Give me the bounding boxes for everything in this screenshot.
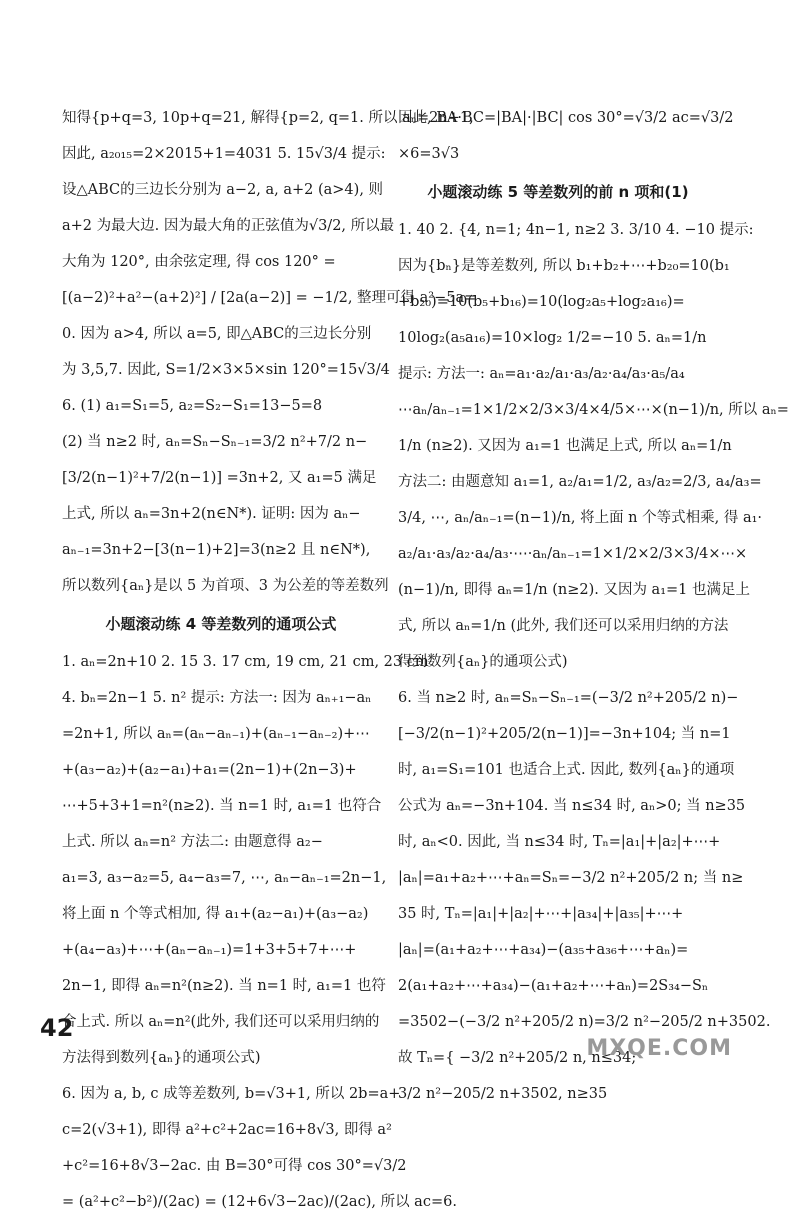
text-line: 35 时, Tₙ=|a₁|+|a₂|+⋯+|a₃₄|+|a₃₅|+⋯+ <box>398 906 684 922</box>
text-line: [(a−2)²+a²−(a+2)²] / [2a(a−2)] = −1/2, 整理可得 a²−5a= <box>62 290 477 306</box>
text-line: 上式. 所以 aₙ=n² 方法二: 由题意得 a₂− <box>62 834 323 850</box>
text-line: |aₙ|=(a₁+a₂+⋯+a₃₄)−(a₃₅+a₃₆+⋯+aₙ)= <box>398 942 689 958</box>
text-line: 0. 因为 a>4, 所以 a=5, 即△ABC的三边长分别 <box>62 326 372 342</box>
text-line: 2n−1, 即得 aₙ=n²(n≥2). 当 n=1 时, a₁=1 也符 <box>62 978 386 994</box>
text-line: 所以数列{aₙ}是以 5 为首项、3 为公差的等差数列 <box>62 578 389 594</box>
text-line: 因此, BA·BC=|BA|·|BC| cos 30°=√3/2 ac=√3/2 <box>398 110 734 126</box>
text-line: 时, aₙ<0. 因此, 当 n≤34 时, Tₙ=|a₁|+|a₂|+⋯+ <box>398 834 721 850</box>
text-line: c=2(√3+1), 即得 a²+c²+2ac=16+8√3, 即得 a² <box>62 1122 392 1138</box>
text-line: +b₂₀)=10(b₅+b₁₆)=10(log₂a₅+log₂a₁₆)= <box>398 294 685 310</box>
text-line: 1. aₙ=2n+10 2. 15 3. 17 cm, 19 cm, 21 cm, 23 cm <box>62 654 429 670</box>
text-line: aₙ₋₁=3n+2−[3(n−1)+2]=3(n≥2 且 n∈N*), <box>62 542 371 558</box>
text-line: 为 3,5,7. 因此, S=1/2×3×5×sin 120°=15√3/4 <box>62 362 390 378</box>
text-line: 3/4, ⋯, aₙ/aₙ₋₁=(n−1)/n, 将上面 n 个等式相乘, 得 a₁· <box>398 510 763 526</box>
text-line: 1. 40 2. {4, n=1; 4n−1, n≥2 3. 3/10 4. −10 提示: <box>398 222 754 238</box>
text-line: +(a₃−a₂)+(a₂−a₁)+a₁=(2n−1)+(2n−3)+ <box>62 762 357 778</box>
text-line: a₂/a₁·a₃/a₂·a₄/a₃·⋯·aₙ/aₙ₋₁=1×1/2×2/3×3/4×⋯× <box>398 546 748 562</box>
text-line: [−3/2(n−1)²+205/2(n−1)]=−3n+104; 当 n=1 <box>398 726 731 742</box>
text-line: 3/2 n²−205/2 n+3502, n≥35 <box>398 1086 608 1102</box>
text-line: 故 Tₙ={ −3/2 n²+205/2 n, n≤34; <box>398 1050 637 1066</box>
text-line: ⋯aₙ/aₙ₋₁=1×1/2×2/3×3/4×4/5×⋯×(n−1)/n, 所以 aₙ= <box>398 402 789 418</box>
text-line: 6. (1) a₁=S₁=5, a₂=S₂−S₁=13−5=8 <box>62 398 323 414</box>
text-line: 1/n (n≥2). 又因为 a₁=1 也满足上式, 所以 aₙ=1/n <box>398 438 732 454</box>
text-line: +c²=16+8√3−2ac. 由 B=30°可得 cos 30°=√3/2 <box>62 1158 407 1174</box>
text-line: 6. 因为 a, b, c 成等差数列, b=√3+1, 所以 2b=a+ <box>62 1086 401 1102</box>
text-line: 式, 所以 aₙ=1/n (此外, 我们还可以采用归纳的方法 <box>398 618 729 634</box>
text-line: 大角为 120°, 由余弦定理, 得 cos 120° = <box>62 254 336 270</box>
watermark: MXQE.COM <box>586 1036 732 1061</box>
section-heading: 小题滚动练 4 等差数列的通项公式 <box>105 615 337 633</box>
text-line: =2n+1, 所以 aₙ=(aₙ−aₙ₋₁)+(aₙ₋₁−aₙ₋₂)+⋯ <box>62 726 370 742</box>
text-line: (n−1)/n, 即得 aₙ=1/n (n≥2). 又因为 a₁=1 也满足上 <box>398 582 750 598</box>
text-line: 将上面 n 个等式相加, 得 a₁+(a₂−a₁)+(a₃−a₂) <box>62 906 369 922</box>
text-line: 公式为 aₙ=−3n+104. 当 n≤34 时, aₙ>0; 当 n≥35 <box>398 798 746 814</box>
text-line: 2(a₁+a₂+⋯+a₃₄)−(a₁+a₂+⋯+aₙ)=2S₃₄−Sₙ <box>398 978 709 994</box>
text-line: 10log₂(a₅a₁₆)=10×log₂ 1/2=−10 5. aₙ=1/n <box>398 330 707 346</box>
text-line: 因为{bₙ}是等差数列, 所以 b₁+b₂+⋯+b₂₀=10(b₁ <box>398 258 730 274</box>
page-number: 42 <box>40 1014 74 1042</box>
text-line: 方法得到数列{aₙ}的通项公式) <box>62 1050 261 1066</box>
text-line: 合上式. 所以 aₙ=n²(此外, 我们还可以采用归纳的 <box>62 1014 380 1030</box>
text-line: |aₙ|=a₁+a₂+⋯+aₙ=Sₙ=−3/2 n²+205/2 n; 当 n≥ <box>398 870 744 886</box>
text-line: 时, a₁=S₁=101 也适合上式. 因此, 数列{aₙ}的通项 <box>398 762 735 778</box>
text-line: =3502−(−3/2 n²+205/2 n)=3/2 n²−205/2 n+3502. <box>398 1014 771 1030</box>
text-line: = (a²+c²−b²)/(2ac) = (12+6√3−2ac)/(2ac), 所以 ac=6. <box>62 1194 457 1210</box>
text-line: 提示: 方法一: aₙ=a₁·a₂/a₁·a₃/a₂·a₄/a₃·a₅/a₄ <box>398 366 685 382</box>
text-line: 因此, a₂₀₁₅=2×2015+1=4031 5. 15√3/4 提示: <box>62 146 386 162</box>
text-line: 方法二: 由题意知 a₁=1, a₂/a₁=1/2, a₃/a₂=2/3, a₄/a₃= <box>398 474 762 490</box>
section-heading: 小题滚动练 5 等差数列的前 n 项和(1) <box>427 183 689 201</box>
text-line: 设△ABC的三边长分别为 a−2, a, a+2 (a>4), 则 <box>62 182 384 198</box>
text-line: ×6=3√3 <box>398 146 460 162</box>
text-line: a₁=3, a₃−a₂=5, a₄−a₃=7, ⋯, aₙ−aₙ₋₁=2n−1, <box>62 870 387 886</box>
text-line: (2) 当 n≥2 时, aₙ=Sₙ−Sₙ₋₁=3/2 n²+7/2 n− <box>62 434 368 450</box>
text-line: 上式, 所以 aₙ=3n+2(n∈N*). 证明: 因为 aₙ− <box>62 506 361 522</box>
text-line: ⋯+5+3+1=n²(n≥2). 当 n=1 时, a₁=1 也符合 <box>62 798 382 814</box>
text-line: 6. 当 n≥2 时, aₙ=Sₙ−Sₙ₋₁=(−3/2 n²+205/2 n)− <box>398 690 739 706</box>
text-line: a+2 为最大边. 因为最大角的正弦值为√3/2, 所以最 <box>62 218 395 234</box>
text-line: [3/2(n−1)²+7/2(n−1)] =3n+2, 又 a₁=5 满足 <box>62 470 377 486</box>
text-line: 4. bₙ=2n−1 5. n² 提示: 方法一: 因为 aₙ₊₁−aₙ <box>62 690 372 706</box>
text-line: 知得{p+q=3, 10p+q=21, 解得{p=2, q=1. 所以 aₙ=2n+1, <box>62 110 474 126</box>
right-column <box>398 100 789 1112</box>
text-line: +(a₄−a₃)+⋯+(aₙ−aₙ₋₁)=1+3+5+7+⋯+ <box>62 942 357 958</box>
text-line: 得到数列{aₙ}的通项公式) <box>398 654 568 670</box>
